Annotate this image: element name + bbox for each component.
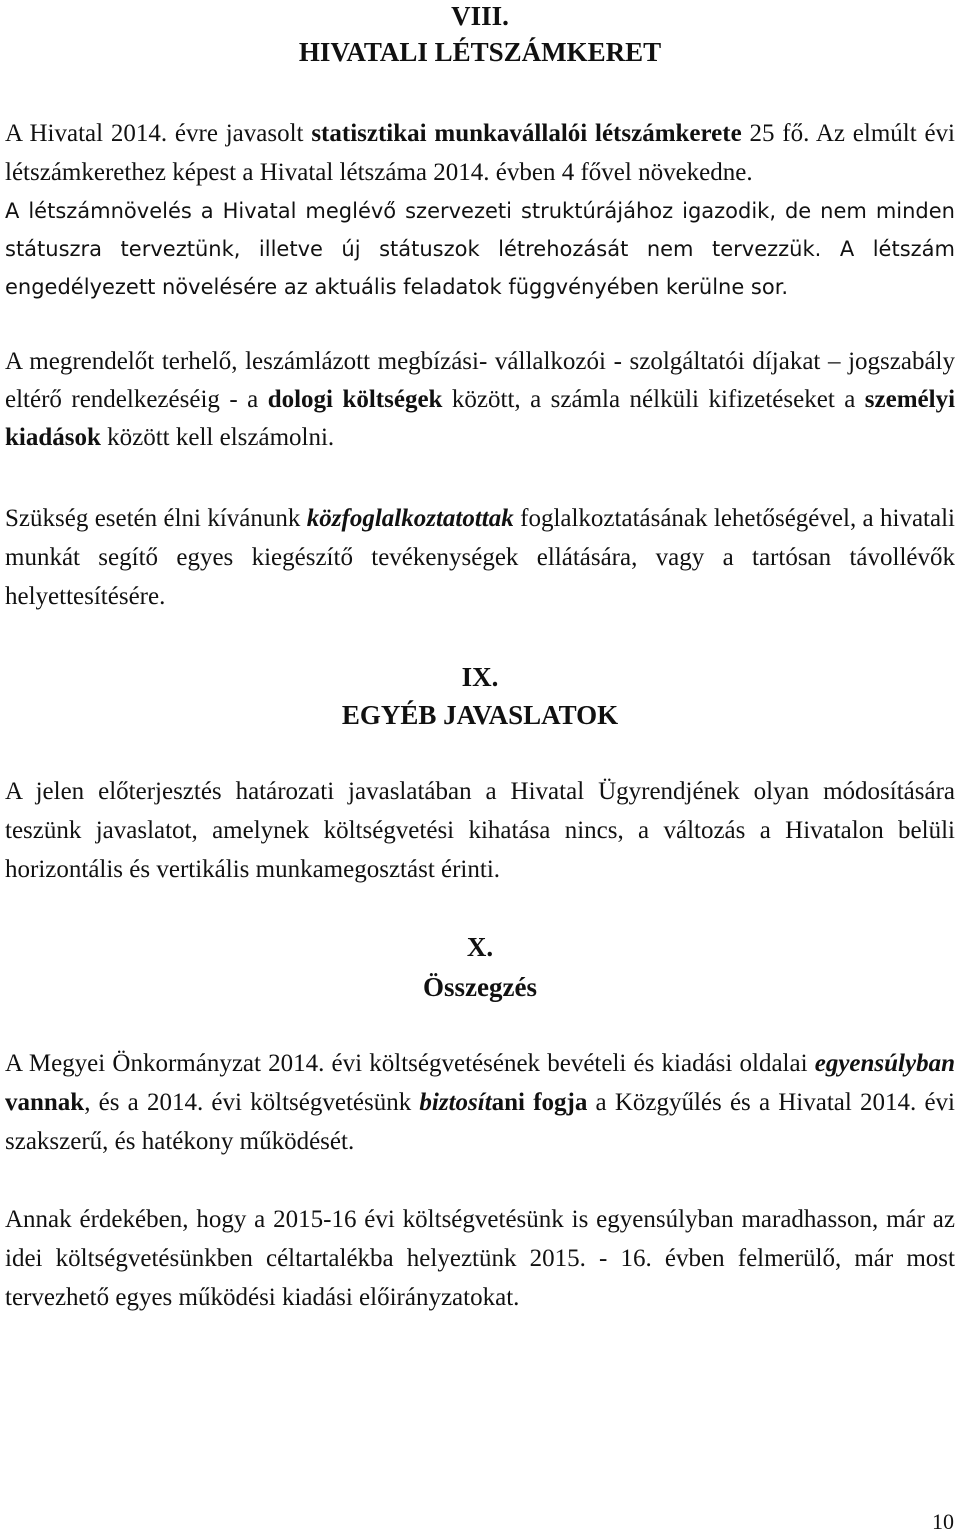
section-9-number: IX. — [461, 662, 499, 692]
fees-text — [5, 343, 955, 457]
headcount-text-1: A Hivatal 2014. évre javasolt — [5, 120, 312, 147]
summary-text-1: A Megyei Önkormányzat 2014. évi költségvetésének bevételi és kiadási oldalai — [5, 1050, 815, 1077]
headcount-growth: Az elmúlt évi létszámkerethez képest a Hivatal létszáma 2014. évben 4 fővel növekedne. — [5, 120, 956, 186]
paragraph-fees — [5, 343, 955, 457]
paragraph-proposals — [5, 772, 955, 889]
fees-text-1: A megrendelőt terhelő, leszámlázott megbízási- vállalkozói - szolgáltatói díjakat – jogszabály eltérő rendelkezéséig - a — [5, 348, 955, 413]
paragraph-summary — [5, 1044, 955, 1161]
paragraph-public-works — [5, 499, 955, 616]
public-works-term: közfoglalkoztatottak — [306, 505, 514, 532]
summary-term-will: ani fogja — [491, 1089, 588, 1116]
fees-text-2: között, a számla nélküli kifizetéseket a — [442, 386, 865, 413]
section-8-number: VIII. — [451, 1, 509, 31]
summary-text-3: a Közgyűlés és a Hivatal 2014. évi szakszerű, és hatékony működését. — [5, 1089, 955, 1155]
paragraph-reserve — [5, 1200, 955, 1317]
summary-term-balance: egyensúlyban — [814, 1050, 955, 1077]
section-10-number: X. — [466, 932, 494, 962]
summary-term-are: vannak — [5, 1089, 85, 1116]
page-number: 10 — [932, 1509, 954, 1534]
paragraph-headcount — [5, 114, 955, 306]
section-10-title: Összegzés — [423, 972, 537, 1002]
reserve-text: Annak érdekében, hogy a 2015-16 évi költségvetésünk is egyensúlyban maradhasson, már az idei költségvetésünkben céltartalékba helyeztünk 2015. - 16. évben felmerülő, már most tervezhető egyes működési kiadási előirányzatokat. — [5, 1206, 955, 1311]
fees-bold-personnel: személyi kiadások — [5, 386, 956, 451]
summary-term-ensure: biztosít — [419, 1089, 492, 1116]
headcount-statement — [5, 114, 955, 192]
fees-bold-material-costs: dologi költségek — [267, 386, 443, 413]
proposals-text: A jelen előterjesztés határozati javaslatában a Hivatal Ügyrendjének olyan módosítására teszünk javaslatot, amelynek költségvetési kihatása nincs, a változás a Hivatalon belüli horizontális és vertikális munkamegosztást érinti. — [5, 778, 955, 883]
section-8-title: HIVATALI LÉTSZÁMKERET — [298, 37, 662, 67]
public-works-text — [5, 499, 955, 616]
headcount-bold-term: statisztikai munkavállalói létszámkerete — [311, 120, 742, 147]
fees-text-3: között kell elszámolni. — [100, 424, 335, 451]
summary-text-2: , és a 2014. évi költségvetésünk — [84, 1089, 420, 1116]
public-works-text-1: Szükség esetén élni kívánunk — [5, 505, 307, 532]
public-works-text-2: foglalkoztatásának lehetőségével, a hivatali munkát segítő egyes kiegészítő tevékenységek ellátására, vagy a tartósan távollévők helyettesítésére. — [5, 505, 955, 610]
headcount-structure-note: A létszámnövelés a Hivatal meglévő szervezeti struktúrájához igazodik, de nem minden státuszra terveztünk, illetve új státuszok létrehozását nem tervezzük. A létszám engedélyezett növelésére az aktuális feladatok függvényében kerülne sor. — [5, 199, 955, 299]
section-9-title: EGYÉB JAVASLATOK — [341, 700, 619, 730]
summary-text — [5, 1044, 955, 1161]
headcount-text-2: 25 fő. — [741, 120, 810, 147]
